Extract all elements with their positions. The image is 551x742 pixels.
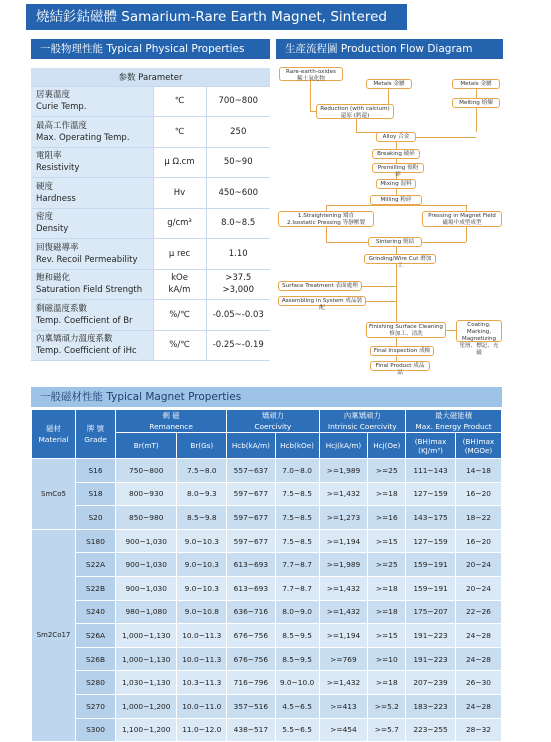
value-cell: 28~32 <box>455 718 501 742</box>
grade-cell: S180 <box>76 529 116 553</box>
value-cell: >=18 <box>368 600 406 624</box>
flow-connector <box>326 205 466 206</box>
grade-header-zh: 牌 號 <box>86 424 105 433</box>
value-cell: >=10 <box>368 647 406 671</box>
unit: g/cm³ <box>167 218 192 229</box>
param-name-en: Temp. Coefficient of Br <box>36 315 133 326</box>
parameter-header: 参数 Parameter <box>31 68 270 86</box>
page-title: 燒結釤鈷磁體 Samarium-Rare Earth Magnet, Sintered <box>26 4 407 30</box>
flow-connector <box>388 89 389 104</box>
flow-connector <box>416 137 476 138</box>
table-row <box>32 553 502 577</box>
physical-row <box>31 239 270 270</box>
value-cell: 24~28 <box>455 647 501 671</box>
grade-cell: S20 <box>76 506 116 530</box>
flow-connector <box>422 242 466 243</box>
column-header-hcb_koe: Hcb(kOe) <box>275 433 319 459</box>
value-cell: 980~1,080 <box>116 600 177 624</box>
value-cell: >=5.2 <box>368 694 406 718</box>
value-cell: 9.0~10.0 <box>275 671 319 695</box>
flow-connector <box>356 119 357 132</box>
flow-connector <box>476 108 477 132</box>
column-header-br_mt: Br(mT) <box>116 433 177 459</box>
value-cell: 7.0~8.0 <box>275 459 319 483</box>
value-cell: >=1,432 <box>319 600 368 624</box>
flow-step-reduction: Reduction (with calcium) 還原 (鈣還) <box>316 104 394 119</box>
value-cell: 26~30 <box>455 671 501 695</box>
value-cell: 1,100~1,200 <box>116 718 177 742</box>
remanence-header-zh: 剩 磁 <box>162 411 180 420</box>
value-cell: >=1,989 <box>319 553 368 577</box>
flow-step-assembling: Assembling in System 成品裝配 <box>278 296 366 306</box>
param-name-zh: 密度 <box>36 212 54 223</box>
value-cell: 597~677 <box>227 529 275 553</box>
unit-2: kA/m <box>168 285 191 296</box>
value-cell: 8.0~9.3 <box>177 482 227 506</box>
value-cell: 207~239 <box>406 671 456 695</box>
param-name-zh: 電阻率 <box>36 151 62 162</box>
value-cell: 7.5~8.5 <box>275 482 319 506</box>
value-cell: 7.5~8.5 <box>275 529 319 553</box>
value-cell: 127~159 <box>406 529 456 553</box>
value-cell: 22~26 <box>455 600 501 624</box>
value-cell: 676~756 <box>227 624 275 648</box>
table-row <box>32 482 502 506</box>
value-cell: 18~22 <box>455 506 501 530</box>
value-cell: >=769 <box>319 647 368 671</box>
physical-row <box>31 330 270 361</box>
column-header-hcj_koe: Hcj(Oe) <box>368 433 406 459</box>
value-cell: 716~796 <box>227 671 275 695</box>
column-header-bh_mgoe: (BH)max (MGOe) <box>455 433 501 459</box>
flow-step-mixing: Mixing 混料 <box>376 179 416 189</box>
flow-connector <box>362 286 396 287</box>
remanence-header-en: Remanence <box>149 422 193 431</box>
value-cell: >=1,989 <box>319 459 368 483</box>
param-name-zh: 回復磁導率 <box>36 242 79 253</box>
value-cell: 10.0~11.3 <box>177 647 227 671</box>
table-row <box>32 576 502 600</box>
flow-step-metals2: Metals 金屬 <box>452 79 500 89</box>
value-cell: >=1,273 <box>319 506 368 530</box>
value-cell: >=18 <box>368 671 406 695</box>
column-header-bh_kj: (BH)max (KJ/m³) <box>406 433 456 459</box>
value-cell: 8.0~9.0 <box>275 600 319 624</box>
value-cell: 357~516 <box>227 694 275 718</box>
param-name-en: Saturation Field Strength <box>36 285 143 296</box>
value: 250 <box>230 126 247 137</box>
magnet-properties-table <box>31 409 502 742</box>
physical-row <box>31 208 270 239</box>
value-cell: 1,030~1,130 <box>116 671 177 695</box>
material-cell: SmCo5 <box>32 459 76 530</box>
table-row <box>32 600 502 624</box>
unit: %/℃ <box>169 340 190 351</box>
value-cell: 7.5~8.5 <box>275 506 319 530</box>
unit: kOe <box>171 273 188 284</box>
value-cell: 24~28 <box>455 694 501 718</box>
value-cell: 20~24 <box>455 553 501 577</box>
param-name-en: Density <box>36 224 69 235</box>
value-cell: 900~1,030 <box>116 576 177 600</box>
value-cell: 175~207 <box>406 600 456 624</box>
value: -0.25~-0.19 <box>212 340 264 351</box>
value-cell: 9.0~10.8 <box>177 600 227 624</box>
flow-step-milling: Milling 粉碎 <box>370 195 422 205</box>
grade-cell: S26A <box>76 624 116 648</box>
flow-step-inspection: Final Inspection 成檢 <box>370 346 434 356</box>
flow-connector <box>326 242 368 243</box>
flow-connector <box>446 330 456 331</box>
value-cell: 850~980 <box>116 506 177 530</box>
flow-step-melting: Melting 熔煉 <box>452 98 500 108</box>
value-cell: 111~143 <box>406 459 456 483</box>
value-cell: 24~28 <box>455 624 501 648</box>
grade-cell: S22B <box>76 576 116 600</box>
param-name-zh: 飽和磁化 <box>36 273 71 284</box>
param-name-en: Curie Temp. <box>36 102 87 113</box>
value-cell: 676~756 <box>227 647 275 671</box>
value-cell: 636~716 <box>227 600 275 624</box>
value: 450~600 <box>218 187 259 198</box>
coercivity-header-zh: 矯頑力 <box>261 411 284 420</box>
table-row <box>32 529 502 553</box>
value-cell: 1,000~1,130 <box>116 624 177 648</box>
flow-step-straightening: 1.Straightening 矯直 2.Isostatic Pressing 等靜壓製 <box>278 211 374 227</box>
physical-row <box>31 117 270 148</box>
unit: μ Ω.cm <box>164 157 195 168</box>
flow-connector <box>476 89 477 98</box>
param-name-zh: 居裏溫度 <box>36 90 71 101</box>
material-header-en: Material <box>38 435 69 444</box>
flow-connector <box>466 227 467 242</box>
param-name-zh: 硬度 <box>36 181 54 192</box>
value-cell: 191~223 <box>406 647 456 671</box>
value-cell: 750~800 <box>116 459 177 483</box>
value-cell: 143~175 <box>406 506 456 530</box>
flow-step-product: Final Product 成品品 <box>370 361 430 371</box>
table-row <box>32 506 502 530</box>
flow-step-surface: Surface Treatment 表面處理 <box>278 281 362 291</box>
value-cell: >=454 <box>319 718 368 742</box>
value: 8.0~8.5 <box>221 218 256 229</box>
unit: ℃ <box>174 96 185 107</box>
flow-connector <box>310 81 311 111</box>
value-cell: >=16 <box>368 506 406 530</box>
grade-cell: S280 <box>76 671 116 695</box>
value-cell: 1,000~1,130 <box>116 647 177 671</box>
material-header-zh: 磁材 <box>46 424 61 433</box>
grade-cell: S18 <box>76 482 116 506</box>
flow-connector <box>396 142 397 149</box>
column-header-br_gs: Br(Gs) <box>177 433 227 459</box>
value-cell: 8.5~9.5 <box>275 647 319 671</box>
production-flow-diagram <box>276 62 503 377</box>
value-cell: 8.5~9.5 <box>275 624 319 648</box>
value-cell: 900~1,030 <box>116 553 177 577</box>
value-cell: 20~24 <box>455 576 501 600</box>
value: >37.5 <box>225 273 252 284</box>
flow-connector <box>396 247 397 254</box>
value-cell: 597~677 <box>227 482 275 506</box>
flow-step-coating: Coating, Marking, Magnetizing 塗層、標記、充磁 <box>456 320 502 342</box>
value-cell: 9.0~10.3 <box>177 553 227 577</box>
value-cell: 613~693 <box>227 576 275 600</box>
physical-row <box>31 147 270 178</box>
energy-header-en: Max. Energy Product <box>415 422 492 431</box>
unit: %/℃ <box>169 309 190 320</box>
magnet-section-header: 一般磁材性能 Typical Magnet Properties <box>31 387 502 407</box>
value-cell: 557~637 <box>227 459 275 483</box>
value-cell: 127~159 <box>406 482 456 506</box>
value-cell: 613~693 <box>227 553 275 577</box>
value-cell: 9.0~10.3 <box>177 529 227 553</box>
material-cell: Sm2Co17 <box>32 529 76 741</box>
table-row <box>32 694 502 718</box>
value: 700~800 <box>218 96 259 107</box>
table-row <box>32 459 502 483</box>
value-cell: 7.7~8.7 <box>275 553 319 577</box>
value-cell: 16~20 <box>455 529 501 553</box>
value-cell: 1,000~1,200 <box>116 694 177 718</box>
flow-step-premilling: Premilling 預粉碎 <box>372 163 424 173</box>
energy-header-zh: 最大磁能積 <box>435 411 473 420</box>
value-2: >3,000 <box>222 285 254 296</box>
value-cell: >=413 <box>319 694 368 718</box>
intrinsic-header-en: Intrinsic Coercivity <box>327 422 397 431</box>
value-cell: >=1,432 <box>319 482 368 506</box>
grade-cell: S16 <box>76 459 116 483</box>
flow-step-finishing: Finishing Surface Cleaning 修加工、清洗 <box>366 322 446 338</box>
value-cell: 11.0~12.0 <box>177 718 227 742</box>
physical-row <box>31 178 270 209</box>
physical-section-header: 一般物理性能 Typical Physical Properties <box>31 39 270 59</box>
value-cell: 10.0~11.0 <box>177 694 227 718</box>
unit: ℃ <box>174 126 185 137</box>
param-name-en: Hardness <box>36 193 76 204</box>
value: -0.05~-0.03 <box>212 309 264 320</box>
param-name-zh: 最高工作溫度 <box>36 120 88 131</box>
column-header-hcj_ka: Hcj(kA/m) <box>319 433 368 459</box>
grade-cell: S300 <box>76 718 116 742</box>
grade-cell: S26B <box>76 647 116 671</box>
column-header-hcb_ka: Hcb(kA/m) <box>227 433 275 459</box>
table-row <box>32 671 502 695</box>
param-name-en: Temp. Coefficient of iHc <box>36 346 137 357</box>
grade-cell: S270 <box>76 694 116 718</box>
flow-step-sintering: Sintering 燒結 <box>368 237 422 247</box>
flow-step-rare: Rare-earth-oxides 稀土氧化物 <box>279 67 343 81</box>
value-cell: 16~20 <box>455 482 501 506</box>
param-name-zh: 內稟矯頑力溫度系數 <box>36 334 113 345</box>
value-cell: 10.3~11.3 <box>177 671 227 695</box>
flow-step-pressing: Pressing in Magnet Field 磁場中成型成型 <box>422 211 502 227</box>
value-cell: 191~223 <box>406 624 456 648</box>
value-cell: 9.0~10.3 <box>177 576 227 600</box>
flow-step-breaking: Breaking 破碎 <box>372 149 420 159</box>
value-cell: >=15 <box>368 624 406 648</box>
flow-step-alloy: Alloy 合金 <box>376 132 416 142</box>
value-cell: >=1,194 <box>319 624 368 648</box>
grade-cell: S22A <box>76 553 116 577</box>
flow-step-grinding: Grinding/Wire Cut 磨加工 <box>364 254 436 264</box>
value-cell: >=1,432 <box>319 671 368 695</box>
value-cell: 14~18 <box>455 459 501 483</box>
grade-header-en: Grade <box>84 435 107 444</box>
unit: Hv <box>173 187 186 198</box>
param-name-en: Resistivity <box>36 163 80 174</box>
physical-row <box>31 269 270 300</box>
value-cell: >=5.7 <box>368 718 406 742</box>
physical-row <box>31 86 270 117</box>
value-cell: 800~930 <box>116 482 177 506</box>
coercivity-header-en: Coercivity <box>254 422 292 431</box>
table-row <box>32 647 502 671</box>
table-row <box>32 624 502 648</box>
value-cell: >=1,432 <box>319 576 368 600</box>
flow-connector <box>366 301 396 302</box>
value-cell: 5.5~6.5 <box>275 718 319 742</box>
value-cell: 8.5~9.8 <box>177 506 227 530</box>
table-row <box>32 718 502 742</box>
flow-connector <box>396 264 397 322</box>
value-cell: >=1,194 <box>319 529 368 553</box>
intrinsic-header-zh: 內稟矯頑力 <box>343 411 381 420</box>
param-name-en: Max. Operating Temp. <box>36 132 130 143</box>
value: 1.10 <box>228 248 248 259</box>
physical-properties-table <box>31 68 270 361</box>
param-name-en: Rev. Recoil Permeability <box>36 254 138 265</box>
value-cell: 159~191 <box>406 576 456 600</box>
value-cell: >=18 <box>368 482 406 506</box>
value-cell: 4.5~6.5 <box>275 694 319 718</box>
physical-row <box>31 300 270 331</box>
value-cell: 10.0~11.3 <box>177 624 227 648</box>
value-cell: 223~255 <box>406 718 456 742</box>
value-cell: >=18 <box>368 576 406 600</box>
flow-section-header: 生產流程圖 Production Flow Diagram <box>276 39 503 59</box>
flow-connector <box>356 132 378 133</box>
value-cell: 7.7~8.7 <box>275 576 319 600</box>
value: 50~90 <box>223 157 253 168</box>
value-cell: 183~223 <box>406 694 456 718</box>
value-cell: >=25 <box>368 459 406 483</box>
grade-cell: S240 <box>76 600 116 624</box>
value-cell: >=15 <box>368 529 406 553</box>
value-cell: 7.5~8.0 <box>177 459 227 483</box>
value-cell: 159~191 <box>406 553 456 577</box>
value-cell: 438~517 <box>227 718 275 742</box>
unit: μ rec <box>168 248 191 259</box>
flow-connector <box>326 227 327 242</box>
value-cell: 597~677 <box>227 506 275 530</box>
value-cell: 900~1,030 <box>116 529 177 553</box>
flow-step-metals1: Metals 金屬 <box>366 79 412 89</box>
flow-connector <box>396 338 397 346</box>
param-name-zh: 剩磁溫度系數 <box>36 303 88 314</box>
value-cell: >=25 <box>368 553 406 577</box>
